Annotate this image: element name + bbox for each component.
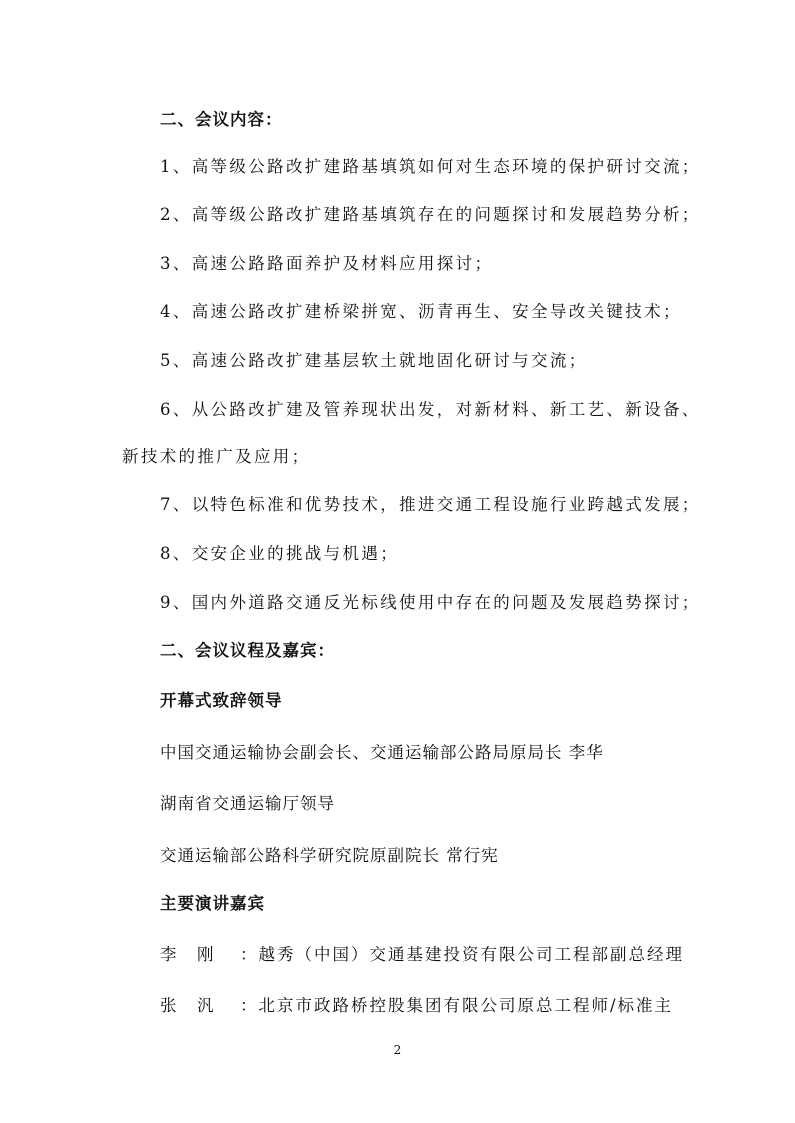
content-item-6-continued: 新技术的推广及应用； [122,447,311,466]
section-heading-content: 二、会议内容： [160,110,283,129]
speaker-row-1 [160,941,795,965]
opening-leader-2: 湖南省交通运输厅领导 [160,794,335,813]
content-item-8: 8、交安企业的挑战与机遇； [160,544,400,563]
content-item-5: 5、高速公路改扩建基层软土就地固化研讨与交流； [160,351,588,370]
speaker-title: ：越秀（中国）交通基建投资有限公司工程部副总经理 [240,945,684,964]
speakers-title: 主要演讲嘉宾 [160,894,265,913]
page-number: 2 [393,1043,402,1057]
content-item-6: 6、从公路改扩建及管养现状出发，对新材料、新工艺、新设备、 [160,400,701,419]
content-item-3: 3、高速公路路面养护及材料应用探讨； [160,254,494,273]
speaker-name: 李 刚 [160,945,216,964]
opening-leader-3: 交通运输部公路科学研究院原副院长 常行宪 [160,846,499,865]
content-item-9: 9、国内外道路交通反光标线使用中存在的问题及发展趋势探讨； [160,593,701,612]
content-item-1: 1、高等级公路改扩建路基填筑如何对生态环境的保护研讨交流； [160,157,701,176]
content-item-4: 4、高速公路改扩建桥梁拼宽、沥青再生、安全导改关键技术； [160,302,682,321]
opening-leader-1: 中国交通运输协会副会长、交通运输部公路局原局长 李华 [160,743,604,762]
content-item-2: 2、高等级公路改扩建路基填筑存在的问题探讨和发展趋势分析； [160,205,701,224]
section-heading-agenda: 二、会议议程及嘉宾： [160,641,335,660]
speaker-name: 张 汎 [160,996,216,1015]
content-item-7: 7、以特色标准和优势技术，推进交通工程设施行业跨越式发展； [160,495,701,514]
speaker-title: ：北京市政路桥控股集团有限公司原总工程师/标准主 [240,996,674,1015]
opening-speech-title: 开幕式致辞领导 [160,691,283,710]
speaker-row-2 [160,992,795,1016]
